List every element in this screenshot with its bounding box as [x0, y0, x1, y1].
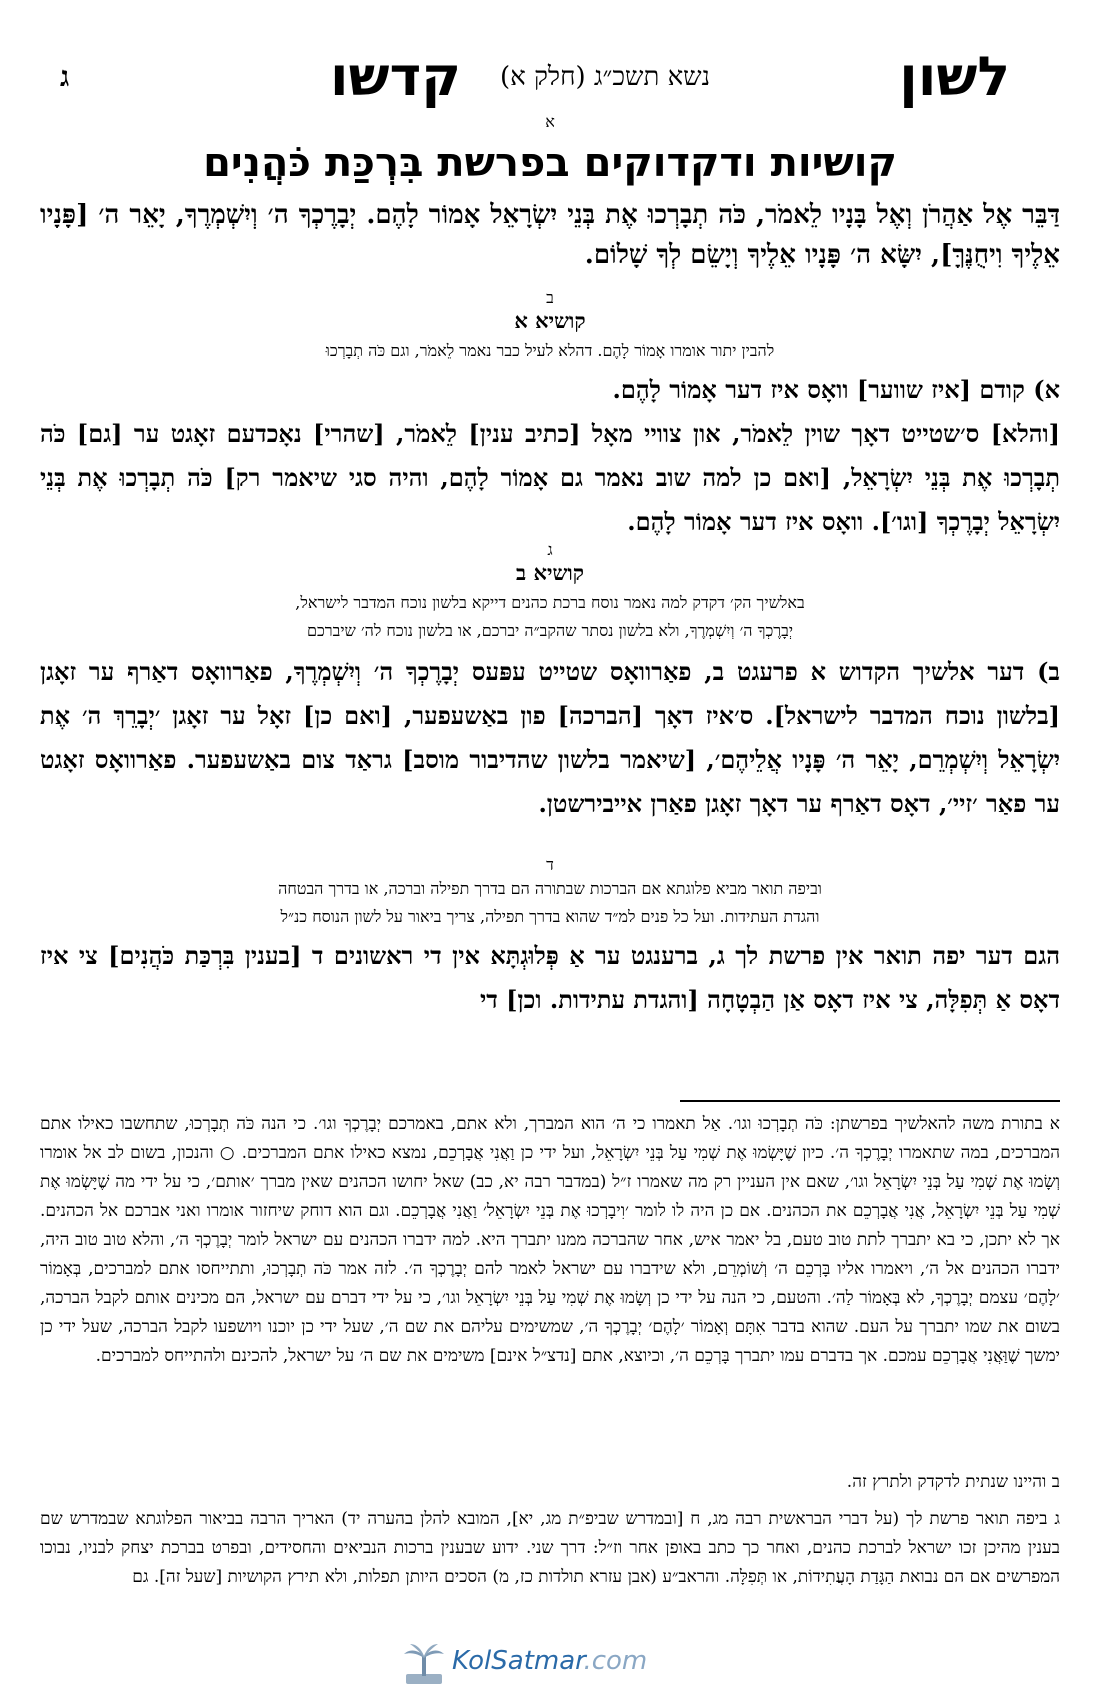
kolsatmar-watermark: [400, 1640, 700, 1690]
footnote-b: ב והיינו שנתית לדקדק ולתרץ זה.: [846, 1472, 1060, 1492]
kushya-1-note: להבין יתור אומרו אָמוֹר לָהֶם. דהלא לעיל כבר נאמר לֵאמֹר, וגם כֹּה תְבָרְכוּ: [325, 341, 775, 360]
header-title-left: קדשו: [330, 45, 461, 108]
main-title: קושיות ודקדוקים בפרשת בִּרְכַּת כֹּהֲנִים: [203, 140, 897, 186]
header-title-right: לשון: [899, 45, 1010, 108]
kushya-1-body-2: [והלא] ס׳שטייט דאָך שוין לֵאמֹר, און צוויי מאָל [כתיב ענין] לֵאמֹר, [שהרי] נאָכדעם זאָגט ער [גם] כֹּה תְבָרְכוּ אֶת בְּנֵי יִשְׂרָאֵל, [ואם כן למה שוב נאמר גם אָמוֹר לָהֶם, והיה סגי שיאמר רק] כֹּה תְבָרְכוּ אֶת בְּנֵי יִשְׂרָאֵל יְבָרֶכְךָ [וגו׳]. וואָס איז דער אָמוֹר לָהֶם.: [40, 419, 1060, 536]
palm-tree-logo-icon: [400, 1640, 448, 1688]
section-letter-dalet: ד: [546, 855, 554, 874]
page-header: [60, 42, 1040, 112]
section-letter-alef: א: [545, 112, 555, 131]
section-dalet-note-1: וביפה תואר מביא פלוגתא אם הברכות שבתורה הם בדרך תפילה וברכה, או בדרך הבטחה: [278, 879, 822, 898]
header-parsha: נשא תשכ״ג (חלק א): [500, 62, 711, 92]
watermark-brand: KolSatmar: [452, 1646, 584, 1676]
footnote-g: ג ביפה תואר פרשת לך (על דברי הבראשית רבה מג, ח [ובמדרש שביפ״ת מג, יא], המובא להלן בהערה יד) האריך הרבה בביאור הפלוגתא שבמדרש שם בענין מהיכן זכו ישראל לברכת כהנים, ואחר כך כתב באופן אחר וז״ל: דרך שני. ידוע שבענין ברכות הנביאים והחסידים, ובפרט בברכת יצחק לבניו, נבוכו המפרשים אם הם נבואת הַגָּדַת הָעֲתִידוֹת, או תְּפִלָּה. והראב״ע (אבן עזרא תולדות כז, מ) הסכים היותן תפלות, ולא תירץ הקושיות [שעל זה]. גם: [40, 1509, 1060, 1587]
kushya-2-note-1: באלשיך הק׳ דקדק למה נאמר נוסח ברכת כהנים דייקא בלשון נוכח המדבר לישראל,: [295, 593, 805, 612]
kushya-1-title: קושיא א: [514, 308, 586, 333]
verse-text: דַּבֵּר אֶל אַהֲרֹן וְאֶל בָּנָיו לֵאמֹר, כֹּה תְבָרְכוּ אֶת בְּנֵי יִשְׂרָאֵל אָמוֹר לָהֶם. יְבָרֶכְךָ ה׳ וְיִשְׁמְרֶךָ, יָאֵר ה׳ [פָּנָיו אֵלֶיךָ וִיחֻנֶּךָּ], יִשָּׂא ה׳ פָּנָיו אֵלֶיךָ וְיָשֵׂם לְךָ שָׁלוֹם.: [40, 200, 1060, 270]
section-letter-gimel: ג: [547, 540, 553, 559]
page-number: ג: [60, 60, 70, 93]
section-dalet-body: הגם דער יפה תואר אין פרשת לך ג, ברענגט ער אַ פְּלוּגְתָּא אין די ראשונים ד [בענין בִּרְכַּת כֹּהֲנִים] צי איז דאָס אַ תְּפִלָּה, צי איז דאָס אַן הַבְטָחָה [והגדת עתידות. וכן] די: [40, 941, 1060, 1014]
footnote-divider: [680, 1100, 1060, 1102]
footnote-a: א בתורת משה להאלשיך בפרשתן: כֹּה תְבָרְכוּ וגו׳. אַל תאמרו כי ה׳ הוא המברך, ולא אתם, באמרכם יְבָרֶכְךָ וגו׳. כי הנה כֹּה תְבָרְכוּ, שתחשבו כאילו אתם המברכים, במה שתאמרו יְבָרֶכְךָ ה׳. כיון שֶׁיָּשְׂמוּ אֶת שְׁמִי עַל בְּנֵי יִשְׂרָאֵל, ועל ידי כן וַאֲנִי אֲבָרְכֵם, נמצא כאילו אתם המברכים. ○ והנכון, בשום לב אל אומרו וְשָׂמוּ אֶת שְׁמִי עַל בְּנֵי יִשְׂרָאֵל וגו׳, שאם אין העניין רק מה שאמרו ז״ל (במדבר רבה יא, כב) שאל יחושו הכהנים שאין מברך ׳אותם׳, כי על ידי מה שֶׁיָּשְׂמוּ אֶת שְׁמִי עַל בְּנֵי יִשְׂרָאֵל, אֲנִי אֲבָרְכֵם את הכהנים. אם כן היה לו לומר ׳וִיבָרְכוּ אֶת בְּנֵי יִשְׂרָאֵל׳ וַאֲנִי אֲבָרְכֵם. וגם הוא דוחק שיחזור אומרו ואני אברכם אל הכהנים. אך לא יתכן, כי בא יתברך לתת טוב טעם, בל יאמר איש, אחר שהברכה ממנו יתברך היא. למה ידברו הכהנים עם ישראל לומר יְבָרֶכְךָ ה׳, והלא טוב טוב היה, ידברו הכהנים אל ה׳, ויאמרו אליו בָּרְכֵם ה׳ וְשׁוֹמְרֵם, ולא שידברו עם ישראל לאמר להם יְבָרֶכְךָ ה׳. לזה אמר כֹּה תְבָרְכוּ, ותתייחסו אתם למברכים, בְּאָמוֹר ׳לָהֶם׳ עצמם יְבָרֶכְךָ, לא בְּאָמוֹר לַה׳. והטעם, כי הנה על ידי כן וְשָׂמוּ אֶת שְׁמִי עַל בְּנֵי יִשְׂרָאֵל וגו׳, כי על ידי דברם עם ישראל, הם מכינים אותם לקבל הברכה, בשום את שמו יתברך על העם. שהוא בדבר אִתָּם וְאָמוֹר ׳לָהֶם׳ יְבָרֶכְךָ ה׳, שמשימים עליהם את שם ה׳, שעל ידי כן יוכנו ויושפעו לקבל הברכה, שעל ידי כן ימשך שֶׁוַּאֲנִי אֲבָרְכֵם עמכם. אך בדברם עמו יתברך בָּרְכֵם ה׳, וכיוצא, אתם [נדצ״ל אינם] משימים את שם ה׳ על ישראל, להכינם ולהתייחס למברכים.: [40, 1114, 1060, 1366]
watermark-text: [452, 1646, 647, 1676]
kushya-2-body: ב) דער אלשיך הקדוש א פרעגט ב, פאַרוואָס שטייט עפּעס יְבָרֶכְךָ ה׳ וְיִשְׁמְרֶךָ, פאַרוואָס דאַרף ער זאָגן [בלשון נוכח המדבר לישראל]. ס׳איז דאָך [הברכה] פון באַשעפער, [ואם כן] זאָל ער זאָגן ׳יְבָרֵךְ ה׳ אֶת יִשְׂרָאֵל וְיִשְׁמְרֵם, יָאֵר ה׳ פָּנָיו אֲלֵיהֶם׳, [שיאמר בלשון שהדיבור מוסב] גראַד צום באַשעפער. פאַרוואָס זאָגט ער פאַר ׳זיי׳, דאָס דאַרף ער דאָך זאָגן פאַרן אייבירשטן.: [40, 657, 1060, 818]
kushya-2-title: קושיא ב: [516, 560, 584, 585]
kushya-1-body-1: א) קודם [איז שווער] וואָס איז דער אָמוֹר לָהֶם.: [612, 375, 1060, 404]
watermark-tld: .com: [583, 1646, 648, 1676]
section-letter-bet: ב: [546, 288, 554, 307]
section-dalet-note-2: והגדת העתידות. ועל כל פנים למ״ד שהוא בדרך תפילה, צריך ביאור על לשון הנוסח כנ״ל: [280, 907, 820, 926]
kushya-2-note-2: יְבָרֶכְךָ ה׳ וְיִשְׁמְרֶךָ, ולא בלשון נסתר שהקב״ה יברכם, או בלשון נוכח לה׳ שיברכם: [306, 621, 794, 640]
